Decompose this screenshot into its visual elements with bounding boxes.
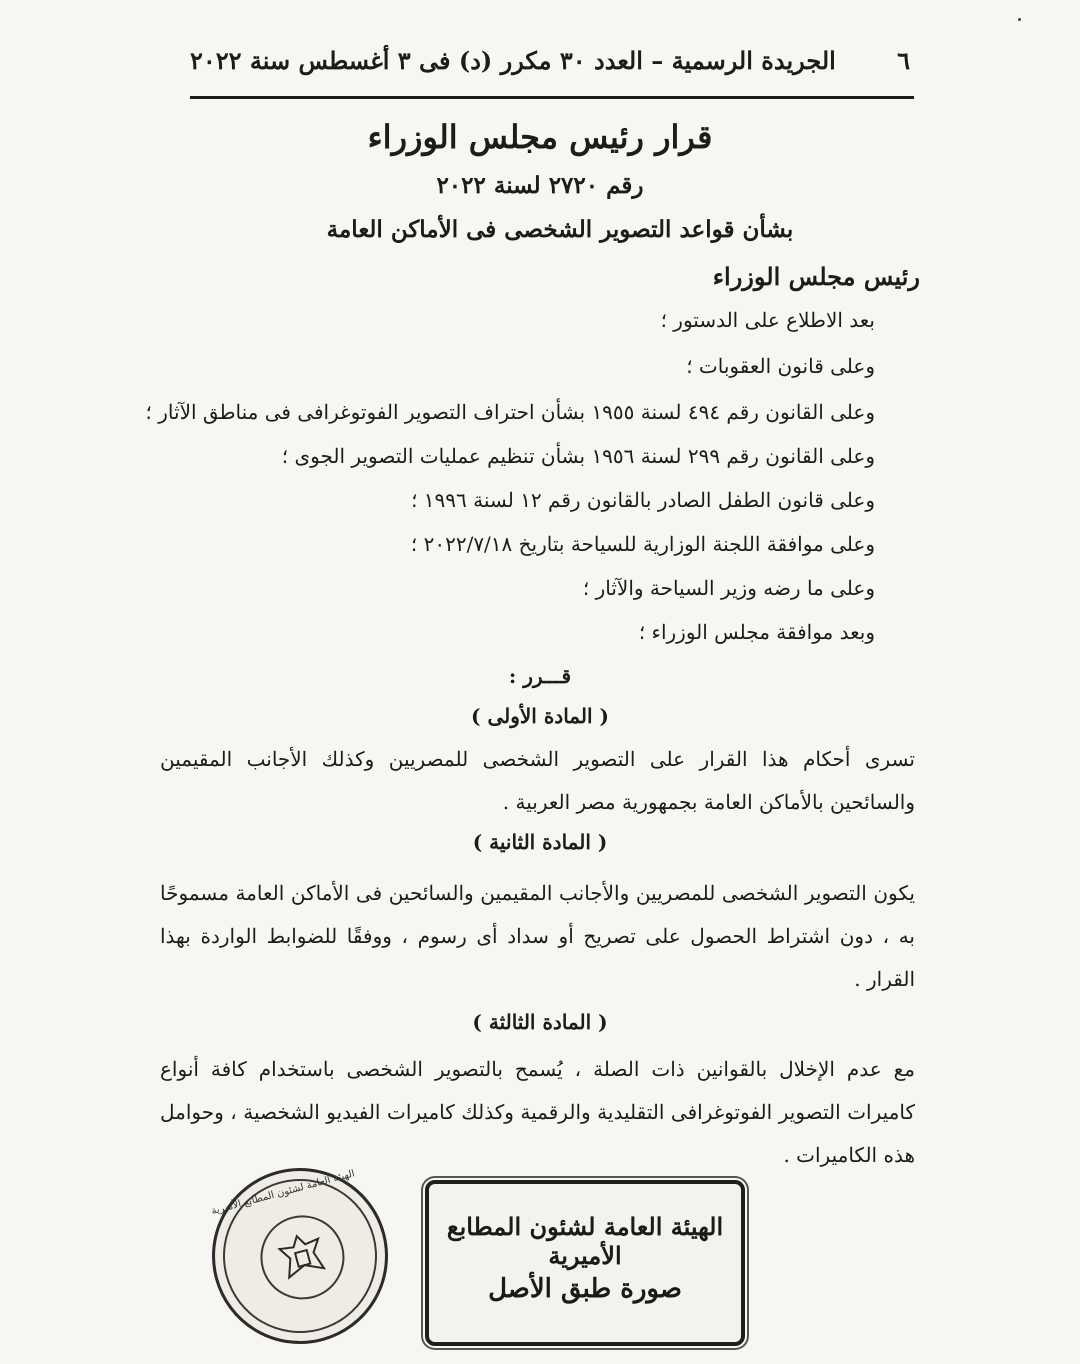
article-text: يكون التصوير الشخصى للمصريين والأجانب المقيمين والسائحين فى الأماكن العامة مسموحًا به ، دون اشتراط الحصول على تصريح أو سداد أى رسوم ، ووفقًا للضوابط الواردة بهذا القرار . [160,881,915,991]
page-header [190,40,910,80]
official-seal [192,1148,408,1364]
header-divider [190,96,914,99]
stamp-certification: صورة طبق الأصل [488,1274,682,1304]
page-number: ٦ [897,45,910,75]
issue-line: الجريدة الرسمية – العدد ٣٠ مكرر (د) فى ٣ أغسطس سنة ٢٠٢٢ [190,45,836,75]
scan-speck [1018,18,1021,21]
decided-label: قـــرر : [508,664,572,688]
decree-title: قرار رئيس مجلس الوزراء [367,118,713,156]
preamble-line: وعلى قانون العقوبات ؛ [686,354,875,378]
preamble-line: وعلى القانون رقم ٤٩٤ لسنة ١٩٥٥ بشأن احتراف التصوير الفوتوغرافى فى مناطق الآثار ؛ [145,400,875,424]
eagle-emblem-icon [251,1206,354,1309]
preamble-line: وبعد موافقة مجلس الوزراء ؛ [638,620,875,644]
preamble-line: بعد الاطلاع على الدستور ؛ [660,308,875,332]
seal-ring-text: الهيئة العامة لشئون المطابع الأميرية [210,1168,356,1218]
article-heading: ( المادة الثالثة ) [472,1010,608,1034]
preamble-line: وعلى قانون الطفل الصادر بالقانون رقم ١٢ لسنة ١٩٩٦ ؛ [411,488,875,512]
decree-number: رقم ٢٧٢٠ لسنة ٢٠٢٢ [436,172,644,199]
certified-copy-stamp [425,1180,745,1346]
article-text: تسرى أحكام هذا القرار على التصوير الشخصى للمصريين وكذلك الأجانب المقيمين والسائحين بالأماكن العامة بجمهورية مصر العربية . [160,747,915,814]
preamble-line: وعلى موافقة اللجنة الوزارية للسياحة بتاريخ ٢٠٢٢/٧/١٨ ؛ [410,532,875,556]
preamble-line: وعلى القانون رقم ٢٩٩ لسنة ١٩٥٦ بشأن تنظيم عمليات التصوير الجوى ؛ [281,444,875,468]
preamble-line: وعلى ما رضه وزير السياحة والآثار ؛ [582,576,875,600]
stamp-authority: الهيئة العامة لشئون المطابع الأميرية [446,1212,724,1270]
article-heading: ( المادة الثانية ) [472,830,608,854]
article-heading: ( المادة الأولى ) [471,704,609,728]
decree-issuer: رئيس مجلس الوزراء [712,262,920,291]
article-text: مع عدم الإخلال بالقوانين ذات الصلة ، يُسمح بالتصوير الشخصى باستخدام كافة أنواع كاميرات التصوير الفوتوغرافى التقليدية والرقمية وكذلك كاميرات الفيديو الشخصية ، وحوامل هذه الكاميرات . [160,1057,915,1167]
decree-subject: بشأن قواعد التصوير الشخصى فى الأماكن العامة [326,216,794,243]
